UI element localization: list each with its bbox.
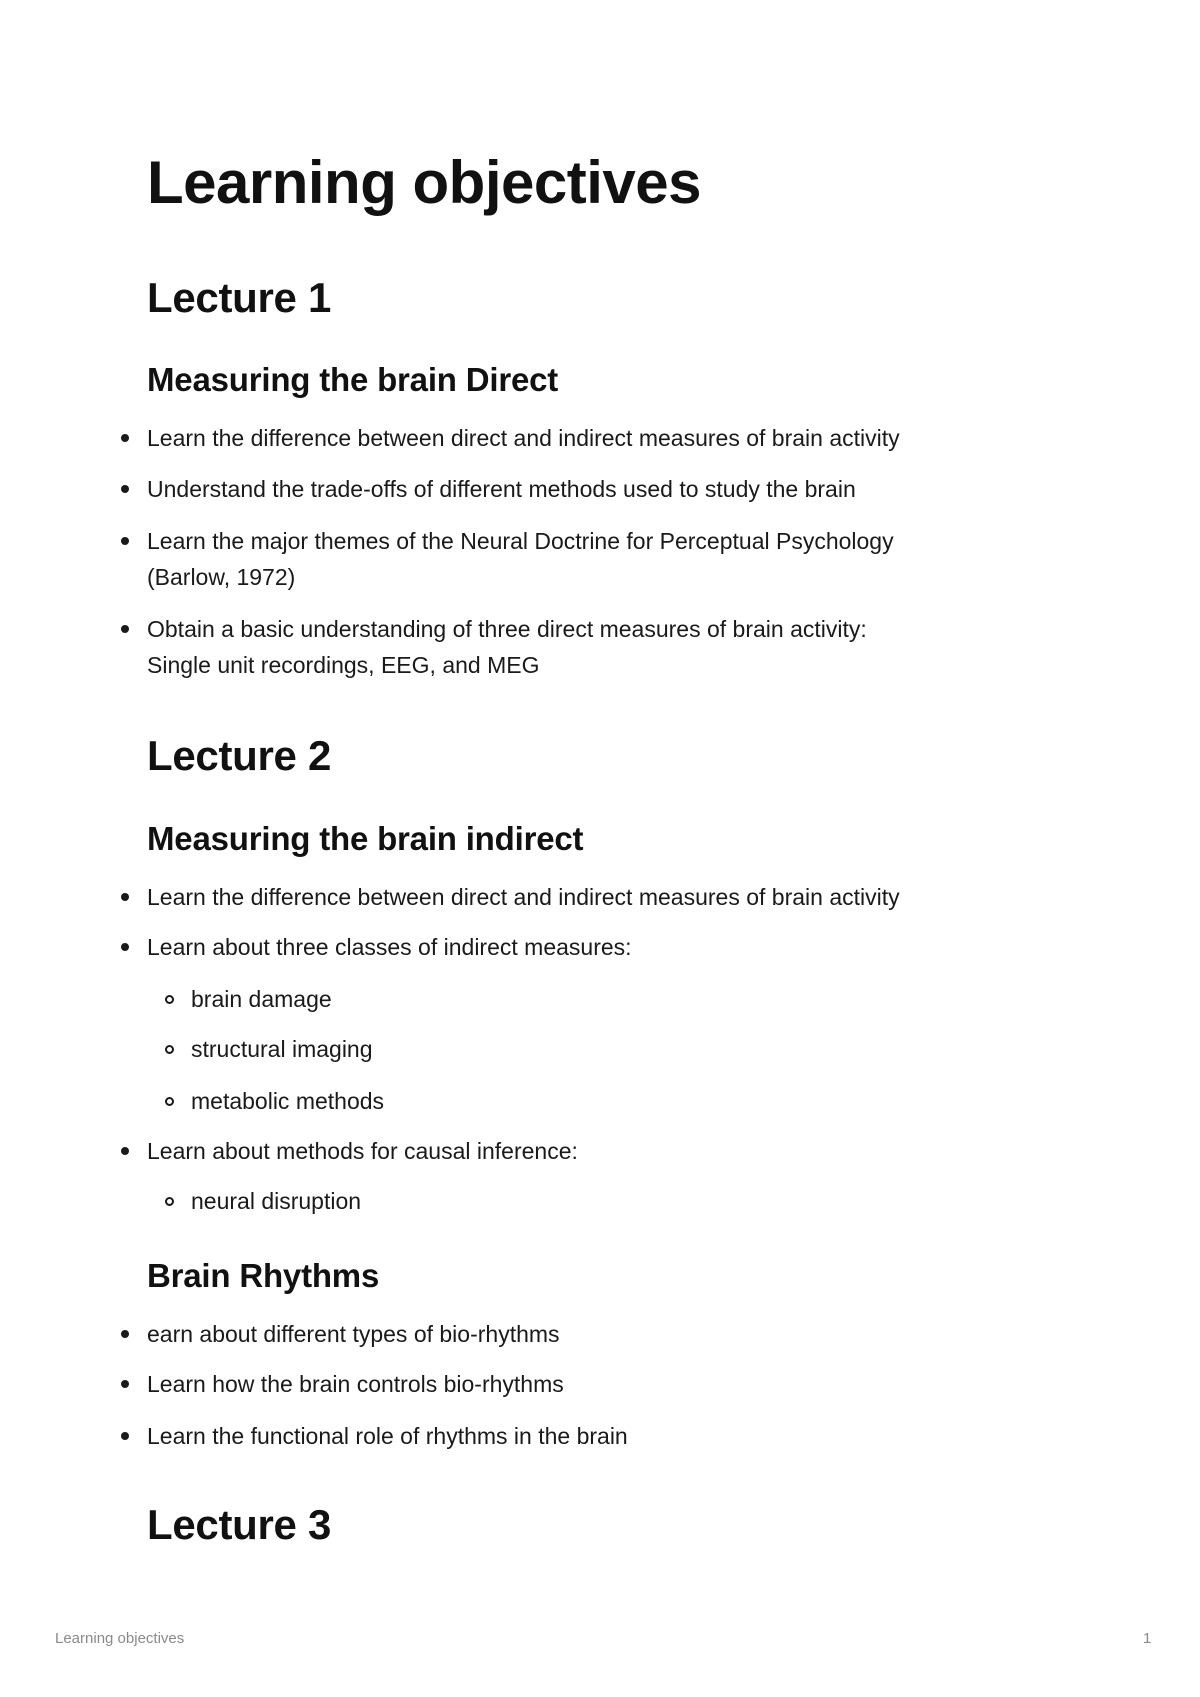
lecture-2-heading: Lecture 2 bbox=[147, 732, 332, 779]
bullet-icon bbox=[121, 485, 129, 493]
page-title: Learning objectives bbox=[147, 149, 701, 216]
bullet-icon bbox=[121, 893, 129, 901]
footer-title: Learning objectives bbox=[55, 1630, 185, 1647]
list-item: earn about different types of bio-rhythms bbox=[147, 1316, 560, 1352]
hollow-bullet-icon bbox=[165, 1097, 174, 1106]
section-heading-measuring-direct: Measuring the brain Direct bbox=[147, 361, 559, 398]
bullet-icon bbox=[121, 1432, 129, 1440]
bullet-icon bbox=[121, 943, 129, 951]
list-item: Learn the major themes of the Neural Doctrine for Perceptual Psychology (Barlow, 1972) bbox=[147, 523, 894, 595]
page-number: 1 bbox=[1143, 1630, 1152, 1647]
sub-list-item: structural imaging bbox=[191, 1031, 373, 1067]
lecture-3-heading: Lecture 3 bbox=[147, 1501, 332, 1548]
list-item: Understand the trade-offs of different methods used to study the brain bbox=[147, 471, 856, 507]
lecture-1-heading: Lecture 1 bbox=[147, 274, 332, 321]
hollow-bullet-icon bbox=[165, 1045, 174, 1054]
list-item: Learn about three classes of indirect measures: bbox=[147, 929, 632, 965]
sub-list-item: metabolic methods bbox=[191, 1083, 384, 1119]
bullet-icon bbox=[121, 1380, 129, 1388]
bullet-icon bbox=[121, 1330, 129, 1338]
section-heading-brain-rhythms: Brain Rhythms bbox=[147, 1257, 380, 1294]
section-heading-measuring-indirect: Measuring the brain indirect bbox=[147, 820, 584, 857]
list-item: Obtain a basic understanding of three direct measures of brain activity: Single unit recordings, EEG, and MEG bbox=[147, 611, 867, 683]
list-item: Learn the difference between direct and indirect measures of brain activity bbox=[147, 420, 900, 456]
bullet-icon bbox=[121, 537, 129, 545]
list-item: Learn about methods for causal inference: bbox=[147, 1133, 578, 1169]
sub-list-item: neural disruption bbox=[191, 1183, 361, 1219]
bullet-icon bbox=[121, 1147, 129, 1155]
sub-list-item: brain damage bbox=[191, 981, 332, 1017]
hollow-bullet-icon bbox=[165, 995, 174, 1004]
bullet-icon bbox=[121, 434, 129, 442]
list-item: Learn the functional role of rhythms in the brain bbox=[147, 1418, 628, 1454]
bullet-icon bbox=[121, 625, 129, 633]
list-item: Learn how the brain controls bio-rhythms bbox=[147, 1366, 564, 1402]
list-item: Learn the difference between direct and indirect measures of brain activity bbox=[147, 879, 900, 915]
hollow-bullet-icon bbox=[165, 1197, 174, 1206]
